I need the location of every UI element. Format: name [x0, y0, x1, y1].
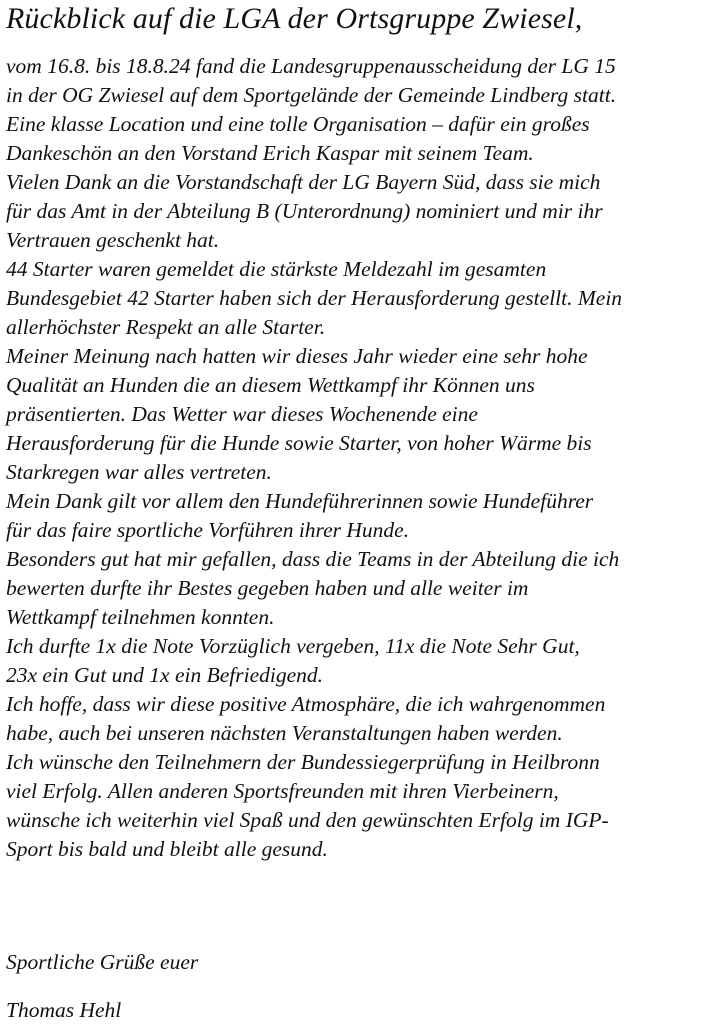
document-body [6, 52, 698, 864]
body-line: Vertrauen geschenkt hat. [6, 228, 220, 252]
body-line: präsentierten. Das Wetter war dieses Wochenende eine [6, 402, 478, 426]
body-line: Sport bis bald und bleibt alle gesund. [6, 837, 328, 861]
body-line: für das faire sportliche Vorführen ihrer Hunde. [6, 518, 410, 542]
body-line: Starkregen war alles vertreten. [6, 460, 272, 484]
document-title: Rückblick auf die LGA der Ortsgruppe Zwiesel, [6, 2, 583, 35]
body-line: Mein Dank gilt vor allem den Hundeführerinnen sowie Hundeführer [6, 489, 594, 513]
body-line: Wettkampf teilnehmen konnten. [6, 605, 275, 629]
body-line: 44 Starter waren gemeldet die stärkste Meldezahl im gesamten [6, 257, 547, 281]
body-line: 23x ein Gut und 1x ein Befriedigend. [6, 663, 324, 687]
body-line: Eine klasse Location und eine tolle Organisation – dafür ein großes [6, 112, 590, 136]
body-line: Bundesgebiet 42 Starter haben sich der Herausforderung gestellt. Mein [6, 286, 623, 310]
signature-name: Thomas Hehl [6, 998, 122, 1022]
body-line: viel Erfolg. Allen anderen Sportsfreunden mit ihren Vierbeinern, [6, 779, 559, 803]
body-line: allerhöchster Respekt an alle Starter. [6, 315, 326, 339]
closing-block [6, 938, 198, 1034]
body-line: Ich wünsche den Teilnehmern der Bundessiegerprüfung in Heilbronn [6, 750, 600, 774]
body-line: Meiner Meinung nach hatten wir dieses Jahr wieder eine sehr hohe [6, 344, 588, 368]
document-page [6, 0, 698, 1022]
body-line: wünsche ich weiterhin viel Spaß und den gewünschten Erfolg im IGP- [6, 808, 609, 832]
body-line: Besonders gut hat mir gefallen, dass die Teams in der Abteilung die ich [6, 547, 620, 571]
body-line: Ich hoffe, dass wir diese positive Atmosphäre, die ich wahrgenommen [6, 692, 606, 716]
body-line: für das Amt in der Abteilung B (Unterordnung) nominiert und mir ihr [6, 199, 603, 223]
body-line: bewerten durfte ihr Bestes gegeben haben und alle weiter im [6, 576, 529, 600]
body-line: vom 16.8. bis 18.8.24 fand die Landesgruppenausscheidung der LG 15 [6, 54, 616, 78]
body-line: in der OG Zwiesel auf dem Sportgelände der Gemeinde Lindberg statt. [6, 83, 617, 107]
body-line: habe, auch bei unseren nächsten Veranstaltungen haben werden. [6, 721, 563, 745]
body-line: Herausforderung für die Hunde sowie Starter, von hoher Wärme bis [6, 431, 592, 455]
body-line: Qualität an Hunden die an diesem Wettkampf ihr Können uns [6, 373, 535, 397]
closing-greeting: Sportliche Grüße euer [6, 950, 199, 974]
body-line: Ich durfte 1x die Note Vorzüglich vergeben, 11x die Note Sehr Gut, [6, 634, 580, 658]
body-line: Vielen Dank an die Vorstandschaft der LG Bayern Süd, dass sie mich [6, 170, 601, 194]
body-line: Dankeschön an den Vorstand Erich Kaspar mit seinem Team. [6, 141, 534, 165]
